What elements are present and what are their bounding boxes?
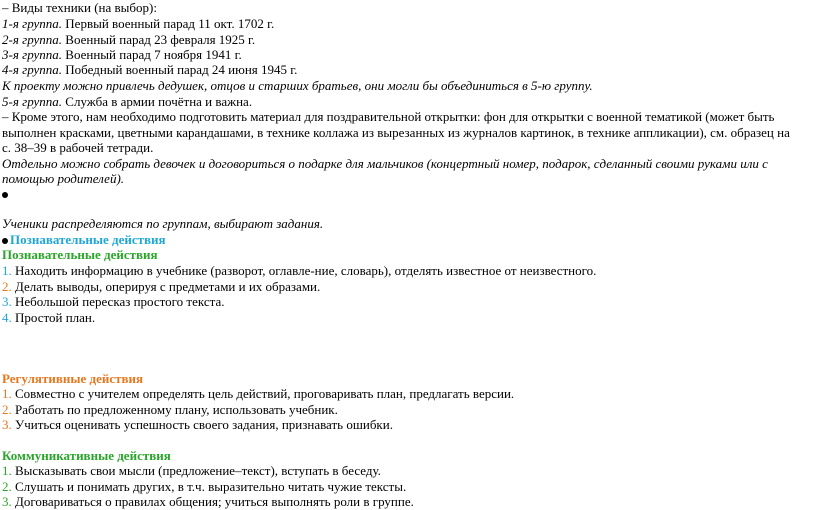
cognitive-title-blue-line xyxy=(2,232,166,248)
girls-note-line-2: помощью родителей). xyxy=(2,171,125,186)
additional-line-2: выполнен красками, цветными карандашами, в технике коллажа из вырезанных из журналов картинок, в технике аппликации), см. образец на xyxy=(2,125,790,140)
group-3-label: 3-я группа. xyxy=(2,47,63,62)
regulative-title: Регулятивные действия xyxy=(2,371,144,386)
communicative-title: Коммуникативные действия xyxy=(2,448,171,463)
group-4-text: Победный военный парад 24 июня 1945 г. xyxy=(62,62,298,77)
group-3-text: Военный парад 7 ноября 1941 г. xyxy=(62,47,242,62)
group-4-line xyxy=(2,62,297,78)
cognitive-item-4-num: 4. xyxy=(2,310,12,325)
bullet-line xyxy=(2,186,10,202)
additional-line-3: с. 38–39 в рабочей тетради. xyxy=(2,140,154,155)
communicative-item-2-num: 2. xyxy=(2,479,12,494)
regulative-item-3-num: 3. xyxy=(2,417,12,432)
group-1-line xyxy=(2,16,274,32)
communicative-item-1 xyxy=(2,463,381,479)
additional-line-1: – Кроме этого, нам необходимо подготовить материал для поздравительной открытки: фон для открытки с военной тематикой (может быть xyxy=(2,109,775,124)
techniques-header: – Виды техники (на выбор): xyxy=(2,0,157,15)
group-1-text: Первый военный парад 11 окт. 1702 г. xyxy=(62,16,275,31)
cognitive-title-green: Познавательные действия xyxy=(2,247,158,262)
group-4-label: 4-я группа. xyxy=(2,62,63,77)
communicative-item-2-text: Слушать и понимать других, в т.ч. выразительно читать чужие тексты. xyxy=(11,479,407,494)
cognitive-item-4 xyxy=(2,310,95,326)
group-1-label: 1-я группа. xyxy=(2,16,63,31)
cognitive-item-2-num: 2. xyxy=(2,279,12,294)
communicative-item-1-num: 1. xyxy=(2,463,12,478)
communicative-item-3 xyxy=(2,494,414,510)
communicative-item-3-num: 3. xyxy=(2,494,12,509)
cognitive-item-2-text: Делать выводы, оперируя с предметами и их образами. xyxy=(11,279,321,294)
cognitive-item-4-text: Простой план. xyxy=(11,310,96,325)
regulative-item-1-text: Совместно с учителем определять цель действий, проговаривать план, предлагать версии. xyxy=(11,386,515,401)
regulative-item-2-num: 2. xyxy=(2,402,12,417)
parents-note: К проекту можно привлечь дедушек, отцов и старших братьев, они могли бы объединиться в 5-ю группу. xyxy=(2,78,593,93)
communicative-item-3-text: Договариваться о правилах общения; учиться выполнять роли в группе. xyxy=(11,494,414,509)
bullet-icon xyxy=(2,238,8,244)
group-2-line xyxy=(2,32,255,48)
regulative-item-1 xyxy=(2,386,514,402)
regulative-item-3-text: Учиться оценивать успешность своего задания, признавать ошибки. xyxy=(11,417,393,432)
cognitive-title-blue: Познавательные действия xyxy=(10,232,166,247)
group-5-text: Служба в армии почётна и важна. xyxy=(62,94,253,109)
regulative-item-3 xyxy=(2,417,393,433)
communicative-item-2 xyxy=(2,479,406,495)
cognitive-item-2 xyxy=(2,279,320,295)
regulative-item-2-text: Работать по предложенному плану, использовать учебник. xyxy=(11,402,338,417)
group-5-label: 5-я группа. xyxy=(2,94,63,109)
cognitive-item-1 xyxy=(2,263,596,279)
cognitive-item-3-text: Небольшой пересказ простого текста. xyxy=(11,294,225,309)
regulative-item-2 xyxy=(2,402,338,418)
group-2-text: Военный парад 23 февраля 1925 г. xyxy=(62,32,256,47)
cognitive-item-3-num: 3. xyxy=(2,294,12,309)
group-2-label: 2-я группа. xyxy=(2,32,63,47)
cognitive-item-1-num: 1. xyxy=(2,263,12,278)
cognitive-item-1-text: Находить информацию в учебнике (разворот, оглавле-ние, словарь), отделять известное от неизвестного. xyxy=(11,263,597,278)
group-3-line xyxy=(2,47,242,63)
girls-note-line-1: Отдельно можно собрать девочек и договориться о подарке для мальчиков (концертный номер, подарок, сделанный своими руками или с xyxy=(2,156,768,171)
students-note: Ученики распределяются по группам, выбирают задания. xyxy=(2,216,324,231)
communicative-item-1-text: Высказывать свои мысли (предложение–текст), вступать в беседу. xyxy=(11,463,381,478)
group-5-line xyxy=(2,94,252,110)
regulative-item-1-num: 1. xyxy=(2,386,12,401)
cognitive-item-3 xyxy=(2,294,225,310)
bullet-icon xyxy=(2,192,8,198)
